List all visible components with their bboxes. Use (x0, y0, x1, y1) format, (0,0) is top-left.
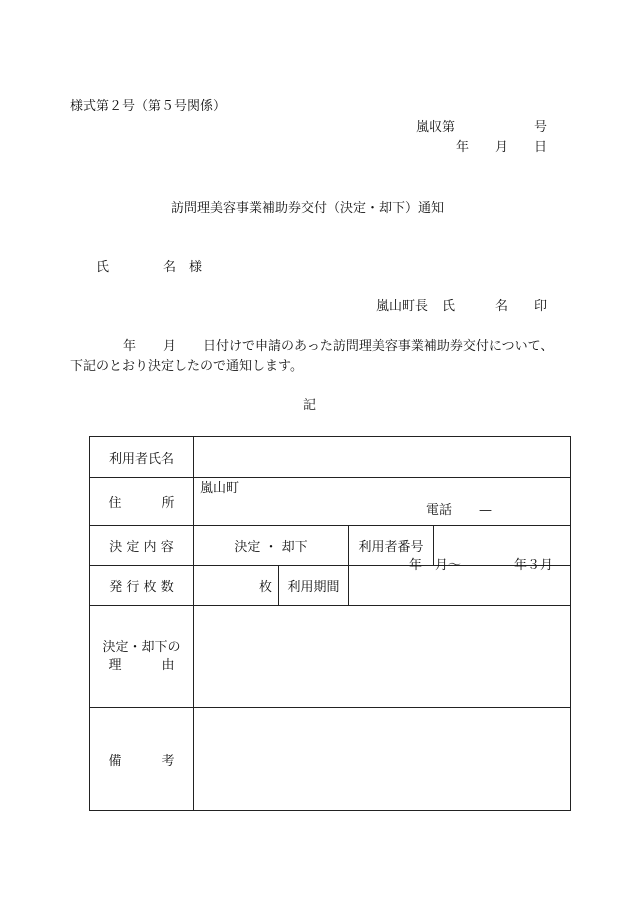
date-month: 月 (495, 140, 509, 155)
period-end: 年３月 (514, 558, 554, 573)
address-label-a: 住 (108, 496, 122, 511)
sender-org: 嵐山町長 (376, 299, 429, 314)
row-address (90, 478, 571, 526)
issue-count-label: 発 行 枚 数 (90, 566, 194, 606)
sender-shi: 氏 (442, 299, 456, 314)
row-reason (90, 606, 571, 708)
reason-label-b: 由 (161, 657, 175, 673)
remarks-value[interactable] (194, 708, 571, 811)
addressee-shi: 氏 (96, 260, 110, 275)
row-issue-count (90, 566, 571, 606)
ki-heading: 記 (303, 398, 317, 413)
address-label-b: 所 (161, 496, 175, 511)
reason-label-line1: 決定・却下の (102, 639, 181, 655)
document-title: 訪問理美容事業補助券交付（決定・却下）通知 (171, 201, 445, 216)
reference-suffix: 号 (534, 120, 548, 135)
remarks-label-b: 考 (161, 753, 175, 769)
form-number: 様式第２号（第５号関係） (70, 99, 227, 114)
sender-mei: 名 (495, 299, 509, 314)
issue-count-value[interactable]: 枚 (194, 566, 279, 606)
remarks-label (90, 708, 194, 811)
address-label (90, 478, 194, 526)
row-user-name (90, 437, 571, 478)
sender-seal: 印 (534, 299, 548, 314)
addressee-mei: 名 (163, 260, 177, 275)
body-month: 月 (163, 339, 177, 354)
decision-options[interactable]: 決定 ・ 却下 (194, 526, 349, 566)
addressee-sama: 様 (189, 260, 203, 275)
reference-prefix: 嵐収第 (416, 120, 456, 135)
reason-label-a: 理 (108, 657, 122, 673)
date-year: 年 (456, 140, 470, 155)
body-line1: 日付けで申請のあった訪問理美容事業補助券交付について、 (203, 339, 554, 354)
period-value[interactable] (349, 558, 571, 606)
period-label: 利用期間 (279, 566, 349, 606)
body-line2: 下記のとおり決定したので通知します。 (70, 359, 303, 374)
address-value[interactable] (194, 478, 571, 526)
decision-label: 決 定 内 容 (90, 526, 194, 566)
remarks-label-a: 備 (108, 753, 122, 769)
phone-separator: — (479, 503, 492, 518)
reason-label (90, 606, 194, 708)
date-day: 日 (534, 140, 548, 155)
body-year: 年 (123, 339, 137, 354)
user-name-label: 利用者氏名 (90, 437, 194, 478)
address-town: 嵐山町 (200, 481, 240, 496)
reason-value[interactable] (194, 606, 571, 708)
user-number-label: 利用者番号 (349, 526, 434, 566)
period-start: 年 月～ (409, 558, 462, 573)
reason-label-line2 (90, 657, 193, 675)
phone-label: 電話 (426, 503, 453, 518)
row-decision (90, 526, 571, 566)
user-name-value[interactable] (194, 437, 571, 478)
notice-table (89, 436, 571, 811)
row-remarks (90, 708, 571, 811)
